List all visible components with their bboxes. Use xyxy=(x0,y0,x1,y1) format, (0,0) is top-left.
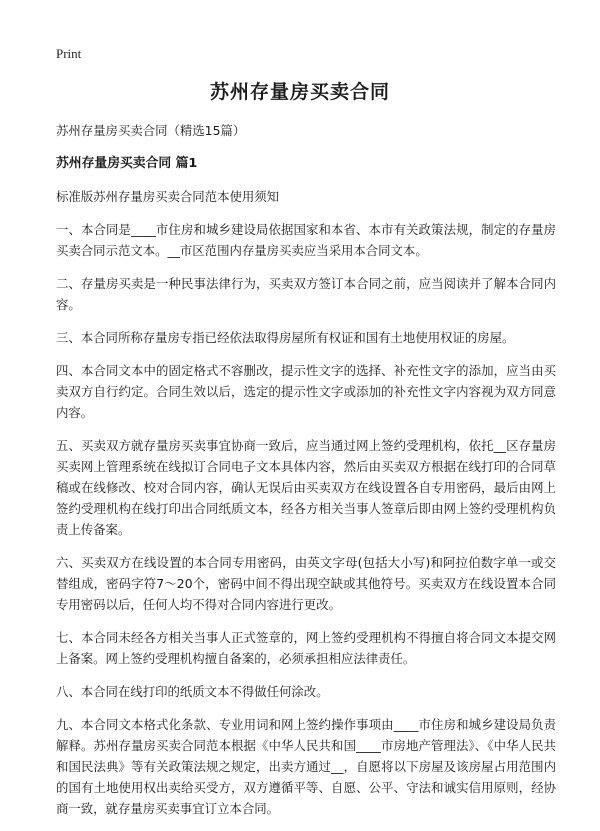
document-body xyxy=(56,120,556,831)
document-subtitle: 苏州存量房买卖合同（精选15篇） xyxy=(56,123,246,138)
paragraph-5: 五、买卖双方就存量房买卖事宜协商一致后，应当通过网上签约受理机构，依托__区存量房买卖网上管理系统在线拟订合同电子文本具体内容，然后由买卖双方根据在线打印的合同草稿或在线修改、校对合同内容，确认无误后由买卖双方在线设置各自专用密码，最后由网上签约受理机构在线打印出合同纸质文本，经各方相关当事人签章后即由网上签约受理机构负责上传备案。 xyxy=(56,438,556,537)
paragraph-6: 六、买卖双方在线设置的本合同专用密码，由英文字母(包括大小写)和阿拉伯数字单一或交替组成，密码字符7～20个，密码中间不得出现空缺或其他符号。买卖双方在线设置本合同专用密码以后，任何人均不得对合同内容进行更改。 xyxy=(56,555,556,612)
notice-title: 标准版苏州存量房买卖合同范本使用须知 xyxy=(56,189,280,204)
section-heading: 苏州存量房买卖合同 篇1 xyxy=(56,156,198,171)
paragraph-8: 八、本合同在线打印的纸质文本不得做任何涂改。 xyxy=(56,684,329,699)
paragraph-7: 七、本合同未经各方相关当事人正式签章的，网上签约受理机构不得擅自将合同文本提交网上备案。网上签约受理机构擅自备案的，必须承担相应法律责任。 xyxy=(56,630,556,666)
print-link[interactable]: Print xyxy=(56,46,82,61)
paragraph-3: 三、本合同所称存量房专指已经依法取得房屋所有权证和国有土地使用权证的房屋。 xyxy=(56,330,515,345)
paragraph-2: 二、存量房买卖是一种民事法律行为，买卖双方签订本合同之前，应当阅读并了解本合同内容。 xyxy=(56,276,556,312)
document-title: 苏州存量房买卖合同 xyxy=(209,81,390,103)
paragraph-9: 九、本合同文本格式化条款、专业用词和网上签约操作事项由____市住房和城乡建设局负责解释。苏州存量房买卖合同范本根据《中华人民共和国____市房地产管理法》、《中华人民共和国民法典》等有关政策法规之规定，出卖方通过__，自愿将以下房屋及该房屋占用范围内的国有土地使用权出卖给买受方，双方遵循平等、自愿、公平、守法和诚实信用原则，经协商一致，就存量房买卖事宜订立本合同。 xyxy=(56,717,556,816)
paragraph-1: 一、本合同是____市住房和城乡建设局依据国家和本省、本市有关政策法规，制定的存量房买卖合同示范文本。__市区范围内存量房买卖应当采用本合同文本。 xyxy=(56,222,556,258)
paragraph-4: 四、本合同文本中的固定格式不容删改，提示性文字的选择、补充性文字的添加，应当由买卖双方自行约定。合同生效以后，选定的提示性文字或添加的补充性文字内容视为双方同意内容。 xyxy=(56,363,556,420)
